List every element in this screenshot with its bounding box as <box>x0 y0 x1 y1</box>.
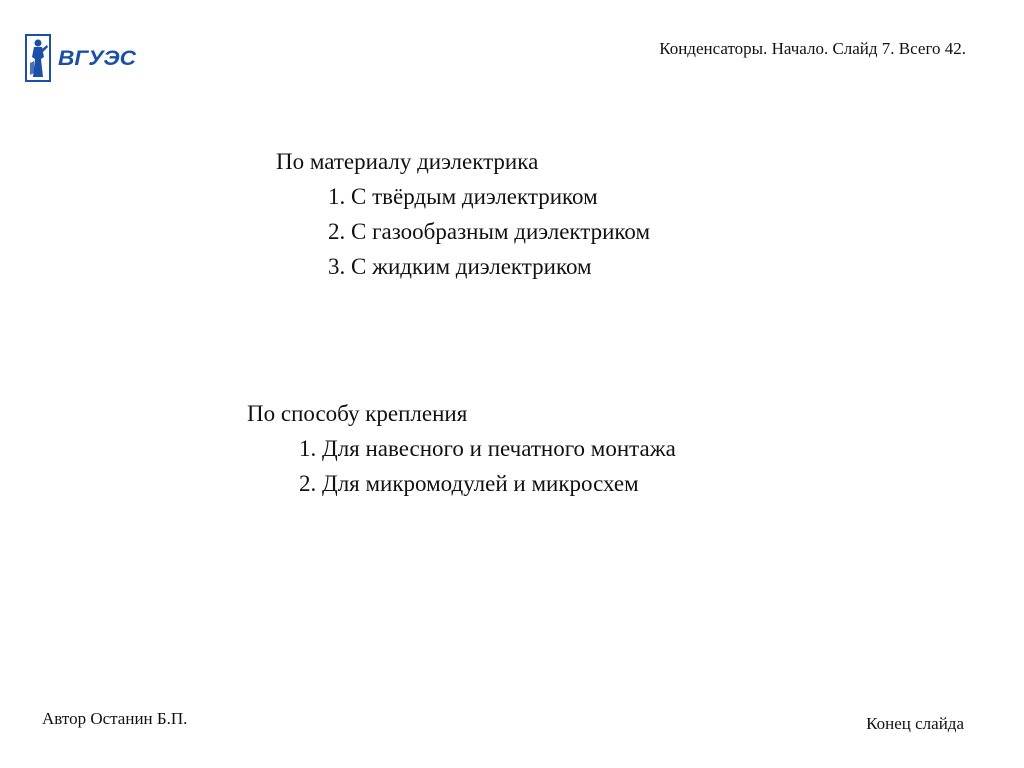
list-item: 1. Для навесного и печатного монтажа <box>299 436 676 461</box>
section-dielectric-material <box>276 144 650 284</box>
section-mounting-method <box>247 396 676 501</box>
logo-text: ВГУЭС <box>58 47 137 70</box>
section-heading: По материалу диэлектрика <box>276 149 539 174</box>
university-logo <box>24 33 142 83</box>
list-item: 3. С жидким диэлектриком <box>328 254 592 279</box>
list-item: 1. С твёрдым диэлектриком <box>328 184 598 209</box>
end-slide-link[interactable]: Конец слайда <box>866 714 964 733</box>
list-item: 2. С газообразным диэлектриком <box>328 219 651 244</box>
logo-emblem-icon <box>24 33 142 83</box>
list-item: 2. Для микромодулей и микросхем <box>299 471 639 496</box>
author-label: Автор Останин Б.П. <box>42 709 188 728</box>
slide-title: Конденсаторы. Начало. Слайд 7. Всего 42. <box>659 39 966 58</box>
section-heading: По способу крепления <box>247 401 468 426</box>
